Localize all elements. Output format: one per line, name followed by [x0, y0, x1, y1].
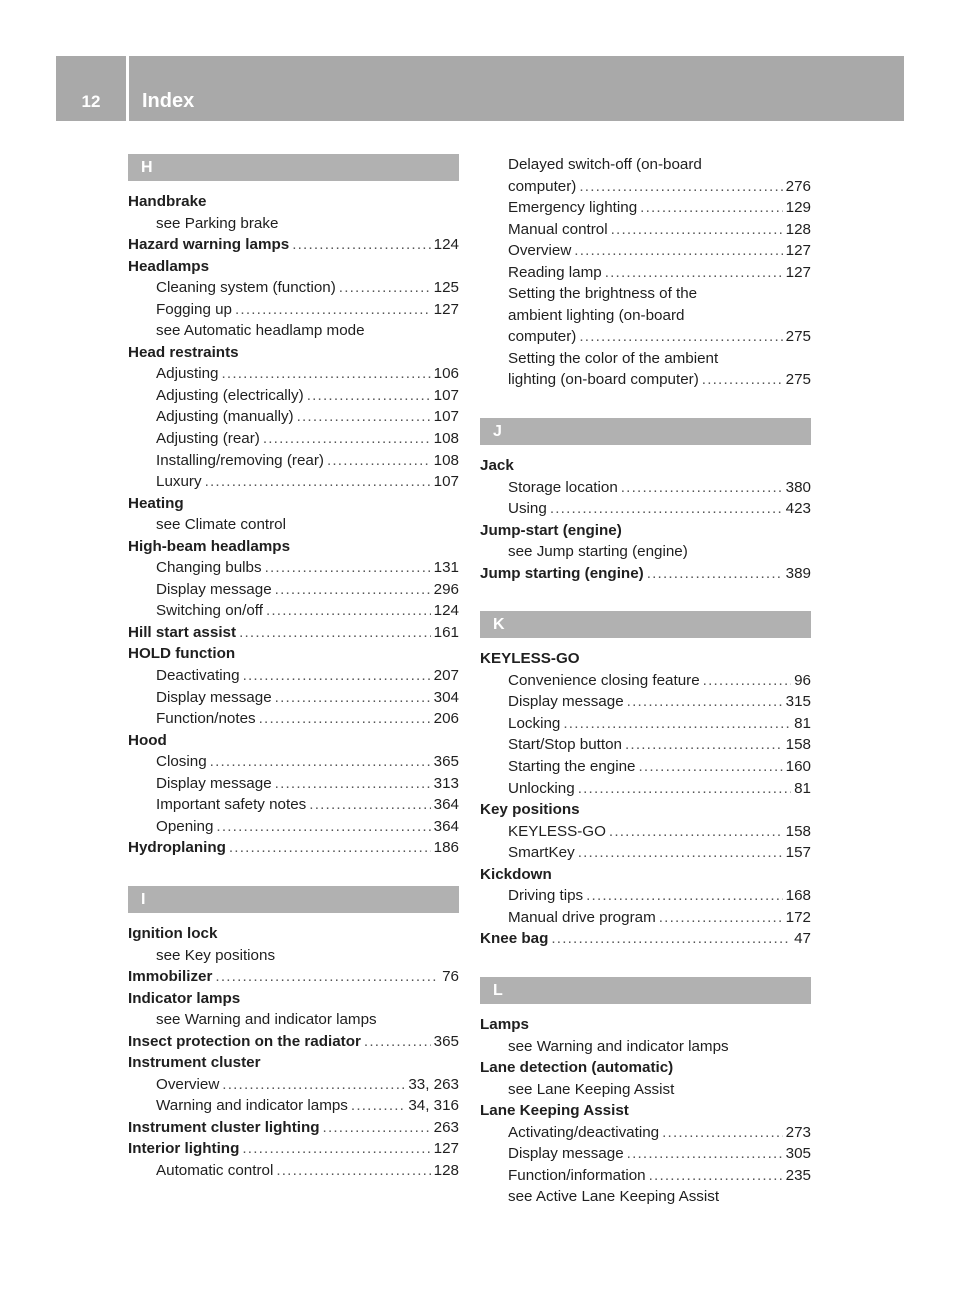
entry-text: Emergency lighting [508, 199, 638, 217]
index-subentry [128, 406, 459, 428]
entry-text: Head restraints [128, 343, 239, 361]
index-subentry [128, 708, 459, 730]
index-subentry [480, 262, 811, 284]
entry-text: see Automatic headlamp mode [156, 322, 365, 340]
index-entry [128, 1031, 459, 1053]
entry-text: see Key positions [156, 946, 276, 964]
index-subentry [128, 450, 459, 472]
index-subentry [128, 773, 459, 795]
dot-leader [297, 406, 431, 428]
index-subentry [128, 665, 459, 687]
index-subentry [480, 305, 811, 327]
dot-leader [627, 691, 783, 713]
index-subentry [480, 219, 811, 241]
entry-text: Opening [156, 817, 214, 835]
entry-text: Handbrake [128, 193, 207, 210]
entry-text: Instrument cluster lighting [128, 1118, 320, 1136]
entry-text: Setting the color of the ambient [508, 349, 719, 367]
index-entry [480, 648, 811, 670]
index-entry [128, 234, 459, 256]
entry-text: computer) [508, 177, 577, 195]
entry-text: Adjusting (electrically) [156, 386, 304, 404]
index-subentry [128, 751, 459, 773]
entry-text: Closing [156, 753, 207, 771]
entry-text: ambient lighting (on-board [508, 306, 685, 324]
entry-page-ref: 275 [785, 328, 811, 346]
dot-leader [307, 385, 431, 407]
entry-text: Using [508, 500, 547, 518]
entry-page-ref: 33, 263 [408, 1075, 459, 1093]
index-entry [128, 837, 459, 859]
entry-page-ref: 81 [794, 714, 811, 732]
entry-page-ref: 172 [785, 908, 811, 926]
dot-leader [276, 1160, 430, 1182]
entry-page-ref: 107 [433, 408, 459, 426]
entry-page-ref: 158 [785, 736, 811, 754]
dot-leader [221, 363, 430, 385]
index-subentry [480, 691, 811, 713]
entry-text: Hydroplaning [128, 839, 226, 857]
index-entry [128, 988, 459, 1010]
index-subentry [480, 154, 811, 176]
entry-page-ref: 423 [785, 500, 811, 518]
entry-page-ref: 275 [785, 371, 811, 389]
entry-text: Installing/removing (rear) [156, 451, 324, 469]
entry-text: Display message [508, 1145, 624, 1163]
dot-leader [578, 842, 783, 864]
index-subentry [480, 498, 811, 520]
entry-page-ref: 158 [785, 822, 811, 840]
entry-page-ref: 365 [433, 1032, 459, 1050]
dot-leader [222, 1074, 405, 1096]
index-subentry [480, 1143, 811, 1165]
entry-page-ref: 186 [433, 839, 459, 857]
entry-text: Luxury [156, 473, 202, 491]
entry-text: HOLD function [128, 645, 236, 663]
dot-leader [216, 816, 430, 838]
dot-leader [639, 756, 783, 778]
index-entry [480, 1100, 811, 1122]
dot-leader [275, 773, 431, 795]
index-subentry [128, 579, 459, 601]
entry-page-ref: 125 [433, 279, 459, 297]
entry-page-ref: 106 [433, 365, 459, 383]
index-entry [128, 342, 459, 364]
entry-text: Display message [508, 693, 624, 711]
entry-page-ref: 389 [785, 564, 811, 582]
index-column-right [480, 154, 811, 1208]
index-subentry [128, 816, 459, 838]
header-divider [126, 56, 129, 121]
index-subentry [480, 885, 811, 907]
index-subentry [480, 1079, 811, 1101]
dot-leader [266, 600, 431, 622]
dot-leader [259, 708, 431, 730]
dot-leader [621, 477, 783, 499]
index-subentry [128, 600, 459, 622]
index-entry [128, 191, 459, 213]
dot-leader [265, 557, 431, 579]
entry-text: Hood [128, 731, 167, 749]
entry-text: Fogging up [156, 300, 232, 318]
entry-text: Display message [156, 774, 272, 792]
dot-leader [578, 778, 791, 800]
dot-leader [574, 240, 782, 262]
entry-text: Interior lighting [128, 1140, 240, 1158]
index-entry [128, 536, 459, 558]
entry-text: Insect protection on the radiator [128, 1032, 361, 1050]
index-subentry [480, 907, 811, 929]
entry-page-ref: 127 [433, 300, 459, 318]
entry-text: Lane detection (automatic) [480, 1059, 674, 1077]
entry-page-ref: 76 [442, 968, 459, 986]
index-entry [480, 455, 811, 477]
index-entry [480, 799, 811, 821]
dot-leader [239, 622, 431, 644]
page-number: 12 [81, 92, 101, 111]
index-subentry [128, 277, 459, 299]
index-entry [128, 966, 459, 988]
dot-leader [210, 751, 431, 773]
entry-text: Display message [156, 688, 272, 706]
entry-page-ref: 129 [785, 199, 811, 217]
index-subentry [480, 821, 811, 843]
dot-leader [215, 966, 439, 988]
entry-text: Hazard warning lamps [128, 236, 290, 254]
entry-text: Setting the brightness of the [508, 285, 698, 303]
index-subentry [480, 778, 811, 800]
index-subentry [128, 1095, 459, 1117]
entry-text: Overview [508, 242, 572, 260]
dot-leader [659, 907, 783, 929]
index-subentry [480, 283, 811, 305]
dot-leader [579, 176, 782, 198]
dot-leader [292, 234, 430, 256]
index-entry [128, 730, 459, 752]
index-subentry [480, 197, 811, 219]
entry-text: Display message [156, 580, 272, 598]
entry-page-ref: 296 [433, 580, 459, 598]
entry-page-ref: 305 [785, 1145, 811, 1163]
entry-text: Hill start assist [128, 623, 237, 641]
entry-text: Storage location [508, 478, 618, 496]
index-subentry [128, 363, 459, 385]
entry-text: Jump starting (engine) [480, 564, 644, 582]
dot-leader [243, 665, 431, 687]
entry-page-ref: 81 [794, 779, 811, 797]
dot-leader [627, 1143, 783, 1165]
index-subentry [128, 687, 459, 709]
entry-text: Lamps [480, 1015, 529, 1033]
entry-text: Immobilizer [128, 968, 213, 986]
entry-page-ref: 124 [433, 602, 459, 620]
section-header-i: I [128, 886, 459, 913]
index-subentry [480, 369, 811, 391]
entry-page-ref: 108 [433, 451, 459, 469]
entry-page-ref: 206 [433, 710, 459, 728]
entry-text: Adjusting [156, 365, 219, 383]
entry-text: Reading lamp [508, 263, 602, 281]
entry-page-ref: 127 [433, 1140, 459, 1158]
index-subentry [480, 842, 811, 864]
entry-page-ref: 34, 316 [408, 1097, 459, 1115]
entry-text: Jack [480, 457, 514, 475]
dot-leader [579, 326, 782, 348]
entry-page-ref: 107 [433, 386, 459, 404]
entry-text: Adjusting (manually) [156, 408, 294, 426]
entry-text: Unlocking [508, 779, 575, 797]
dot-leader [605, 262, 783, 284]
entry-text: Manual control [508, 220, 608, 238]
dot-leader [242, 1138, 430, 1160]
dot-leader [640, 197, 782, 219]
index-subentry [128, 320, 459, 342]
index-subentry [128, 471, 459, 493]
index-entry [480, 864, 811, 886]
entry-text: Warning and indicator lamps [156, 1097, 348, 1115]
index-subentry [480, 348, 811, 370]
dot-leader [609, 821, 783, 843]
entry-text: Kickdown [480, 865, 552, 883]
section-header-h: H [128, 154, 459, 181]
entry-page-ref: 168 [785, 887, 811, 905]
entry-text: Knee bag [480, 930, 549, 948]
index-subentry [128, 1074, 459, 1096]
entry-page-ref: 235 [785, 1166, 811, 1184]
dot-leader [703, 670, 791, 692]
section-header-l: L [480, 977, 811, 1004]
dot-leader [550, 498, 783, 520]
entry-page-ref: 364 [433, 796, 459, 814]
section-header-j: J [480, 418, 811, 445]
entry-text: Convenience closing feature [508, 671, 700, 689]
index-entry [128, 622, 459, 644]
entry-text: KEYLESS-GO [480, 650, 580, 668]
entry-text: Heating [128, 494, 184, 512]
dot-leader [339, 277, 431, 299]
entry-text: Jump-start (engine) [480, 521, 622, 539]
page-title: Index [142, 90, 195, 112]
section-header-k: K [480, 611, 811, 638]
index-subentry [128, 1160, 459, 1182]
entry-text: Ignition lock [128, 924, 218, 942]
entry-page-ref: 304 [433, 688, 459, 706]
index-subentry [480, 1165, 811, 1187]
index-subentry [480, 734, 811, 756]
dot-leader [275, 687, 431, 709]
entry-page-ref: 263 [433, 1118, 459, 1136]
index-subentry [128, 514, 459, 536]
index-entry [480, 563, 811, 585]
dot-leader [275, 579, 431, 601]
entry-text: see Warning and indicator lamps [508, 1037, 729, 1055]
entry-page-ref: 96 [794, 671, 811, 689]
entry-page-ref: 108 [433, 430, 459, 448]
index-subentry [480, 1122, 811, 1144]
index-subentry [480, 756, 811, 778]
dot-leader [611, 219, 783, 241]
entry-page-ref: 128 [785, 220, 811, 238]
entry-page-ref: 127 [785, 242, 811, 260]
index-entry [128, 493, 459, 515]
entry-text: Important safety notes [156, 796, 307, 814]
index-subentry [128, 385, 459, 407]
entry-page-ref: 47 [794, 930, 811, 948]
entry-text: High-beam headlamps [128, 537, 291, 555]
index-subentry [128, 1009, 459, 1031]
entry-text: computer) [508, 328, 577, 346]
entry-text: Delayed switch-off (on-board [508, 156, 702, 173]
entry-page-ref: 107 [433, 473, 459, 491]
entry-text: Changing bulbs [156, 559, 262, 577]
index-subentry [480, 240, 811, 262]
index-subentry [480, 326, 811, 348]
dot-leader [263, 428, 431, 450]
index-subentry [480, 713, 811, 735]
entry-text: Deactivating [156, 667, 240, 685]
index-subentry [480, 541, 811, 563]
entry-text: lighting (on-board computer) [508, 371, 699, 389]
index-subentry [128, 428, 459, 450]
entry-text: see Climate control [156, 516, 286, 534]
entry-text: see Warning and indicator lamps [156, 1011, 377, 1029]
entry-text: Overview [156, 1075, 220, 1093]
entry-text: see Active Lane Keeping Assist [508, 1188, 720, 1206]
entry-page-ref: 273 [785, 1123, 811, 1141]
entry-text: see Lane Keeping Assist [508, 1080, 675, 1098]
index-entry [128, 923, 459, 945]
entry-text: KEYLESS-GO [508, 822, 606, 840]
index-subentry [128, 945, 459, 967]
index-entry [480, 520, 811, 542]
index-entry [128, 1138, 459, 1160]
index-entry [128, 1052, 459, 1074]
entry-text: Activating/deactivating [508, 1123, 660, 1141]
entry-text: Indicator lamps [128, 989, 241, 1007]
entry-text: Cleaning system (function) [156, 279, 336, 297]
entry-text: see Jump starting (engine) [508, 543, 688, 561]
entry-page-ref: 364 [433, 817, 459, 835]
index-entry [480, 928, 811, 950]
index-subentry [480, 1036, 811, 1058]
index-subentry [480, 176, 811, 198]
index-subentry [128, 794, 459, 816]
entry-page-ref: 157 [785, 844, 811, 862]
dot-leader [235, 299, 431, 321]
entry-text: Manual drive program [508, 908, 656, 926]
dot-leader [702, 369, 783, 391]
index-entry [480, 1014, 811, 1036]
dot-leader [662, 1122, 783, 1144]
entry-page-ref: 124 [433, 236, 459, 254]
dot-leader [586, 885, 783, 907]
dot-leader [625, 734, 783, 756]
entry-page-ref: 161 [433, 623, 459, 641]
entry-text: Headlamps [128, 257, 210, 275]
entry-page-ref: 276 [785, 177, 811, 195]
entry-page-ref: 380 [785, 478, 811, 496]
entry-text: Starting the engine [508, 758, 636, 776]
dot-leader [649, 1165, 783, 1187]
dot-leader [351, 1095, 405, 1117]
index-entry [128, 643, 459, 665]
entry-page-ref: 128 [433, 1161, 459, 1179]
entry-text: Automatic control [156, 1161, 274, 1179]
index-entry [128, 1117, 459, 1139]
index-subentry [128, 299, 459, 321]
entry-text: Function/notes [156, 710, 256, 728]
index-subentry [128, 213, 459, 235]
dot-leader [205, 471, 431, 493]
index-subentry [128, 557, 459, 579]
dot-leader [323, 1117, 431, 1139]
entry-page-ref: 315 [785, 693, 811, 711]
index-column-left [128, 154, 459, 1182]
entry-page-ref: 160 [785, 758, 811, 776]
entry-text: SmartKey [508, 844, 575, 862]
index-entry [480, 1057, 811, 1079]
entry-text: Switching on/off [156, 602, 263, 620]
entry-text: Function/information [508, 1166, 646, 1184]
entry-text: Locking [508, 714, 561, 732]
entry-page-ref: 313 [433, 774, 459, 792]
index-subentry [480, 670, 811, 692]
dot-leader [563, 713, 791, 735]
index-subentry [480, 477, 811, 499]
dot-leader [327, 450, 431, 472]
index-entry [128, 256, 459, 278]
dot-leader [364, 1031, 431, 1053]
dot-leader [309, 794, 430, 816]
dot-leader [229, 837, 431, 859]
entry-text: Instrument cluster [128, 1054, 261, 1072]
entry-text: Driving tips [508, 887, 584, 905]
dot-leader [647, 563, 783, 585]
entry-text: Adjusting (rear) [156, 430, 260, 448]
dot-leader [551, 928, 791, 950]
entry-text: Start/Stop button [508, 736, 622, 754]
entry-text: see Parking brake [156, 214, 279, 232]
entry-page-ref: 127 [785, 263, 811, 281]
entry-page-ref: 207 [433, 667, 459, 685]
entry-text: Lane Keeping Assist [480, 1102, 629, 1120]
index-subentry [480, 1186, 811, 1208]
entry-text: Key positions [480, 801, 580, 819]
entry-page-ref: 365 [433, 753, 459, 771]
entry-page-ref: 131 [433, 559, 459, 577]
